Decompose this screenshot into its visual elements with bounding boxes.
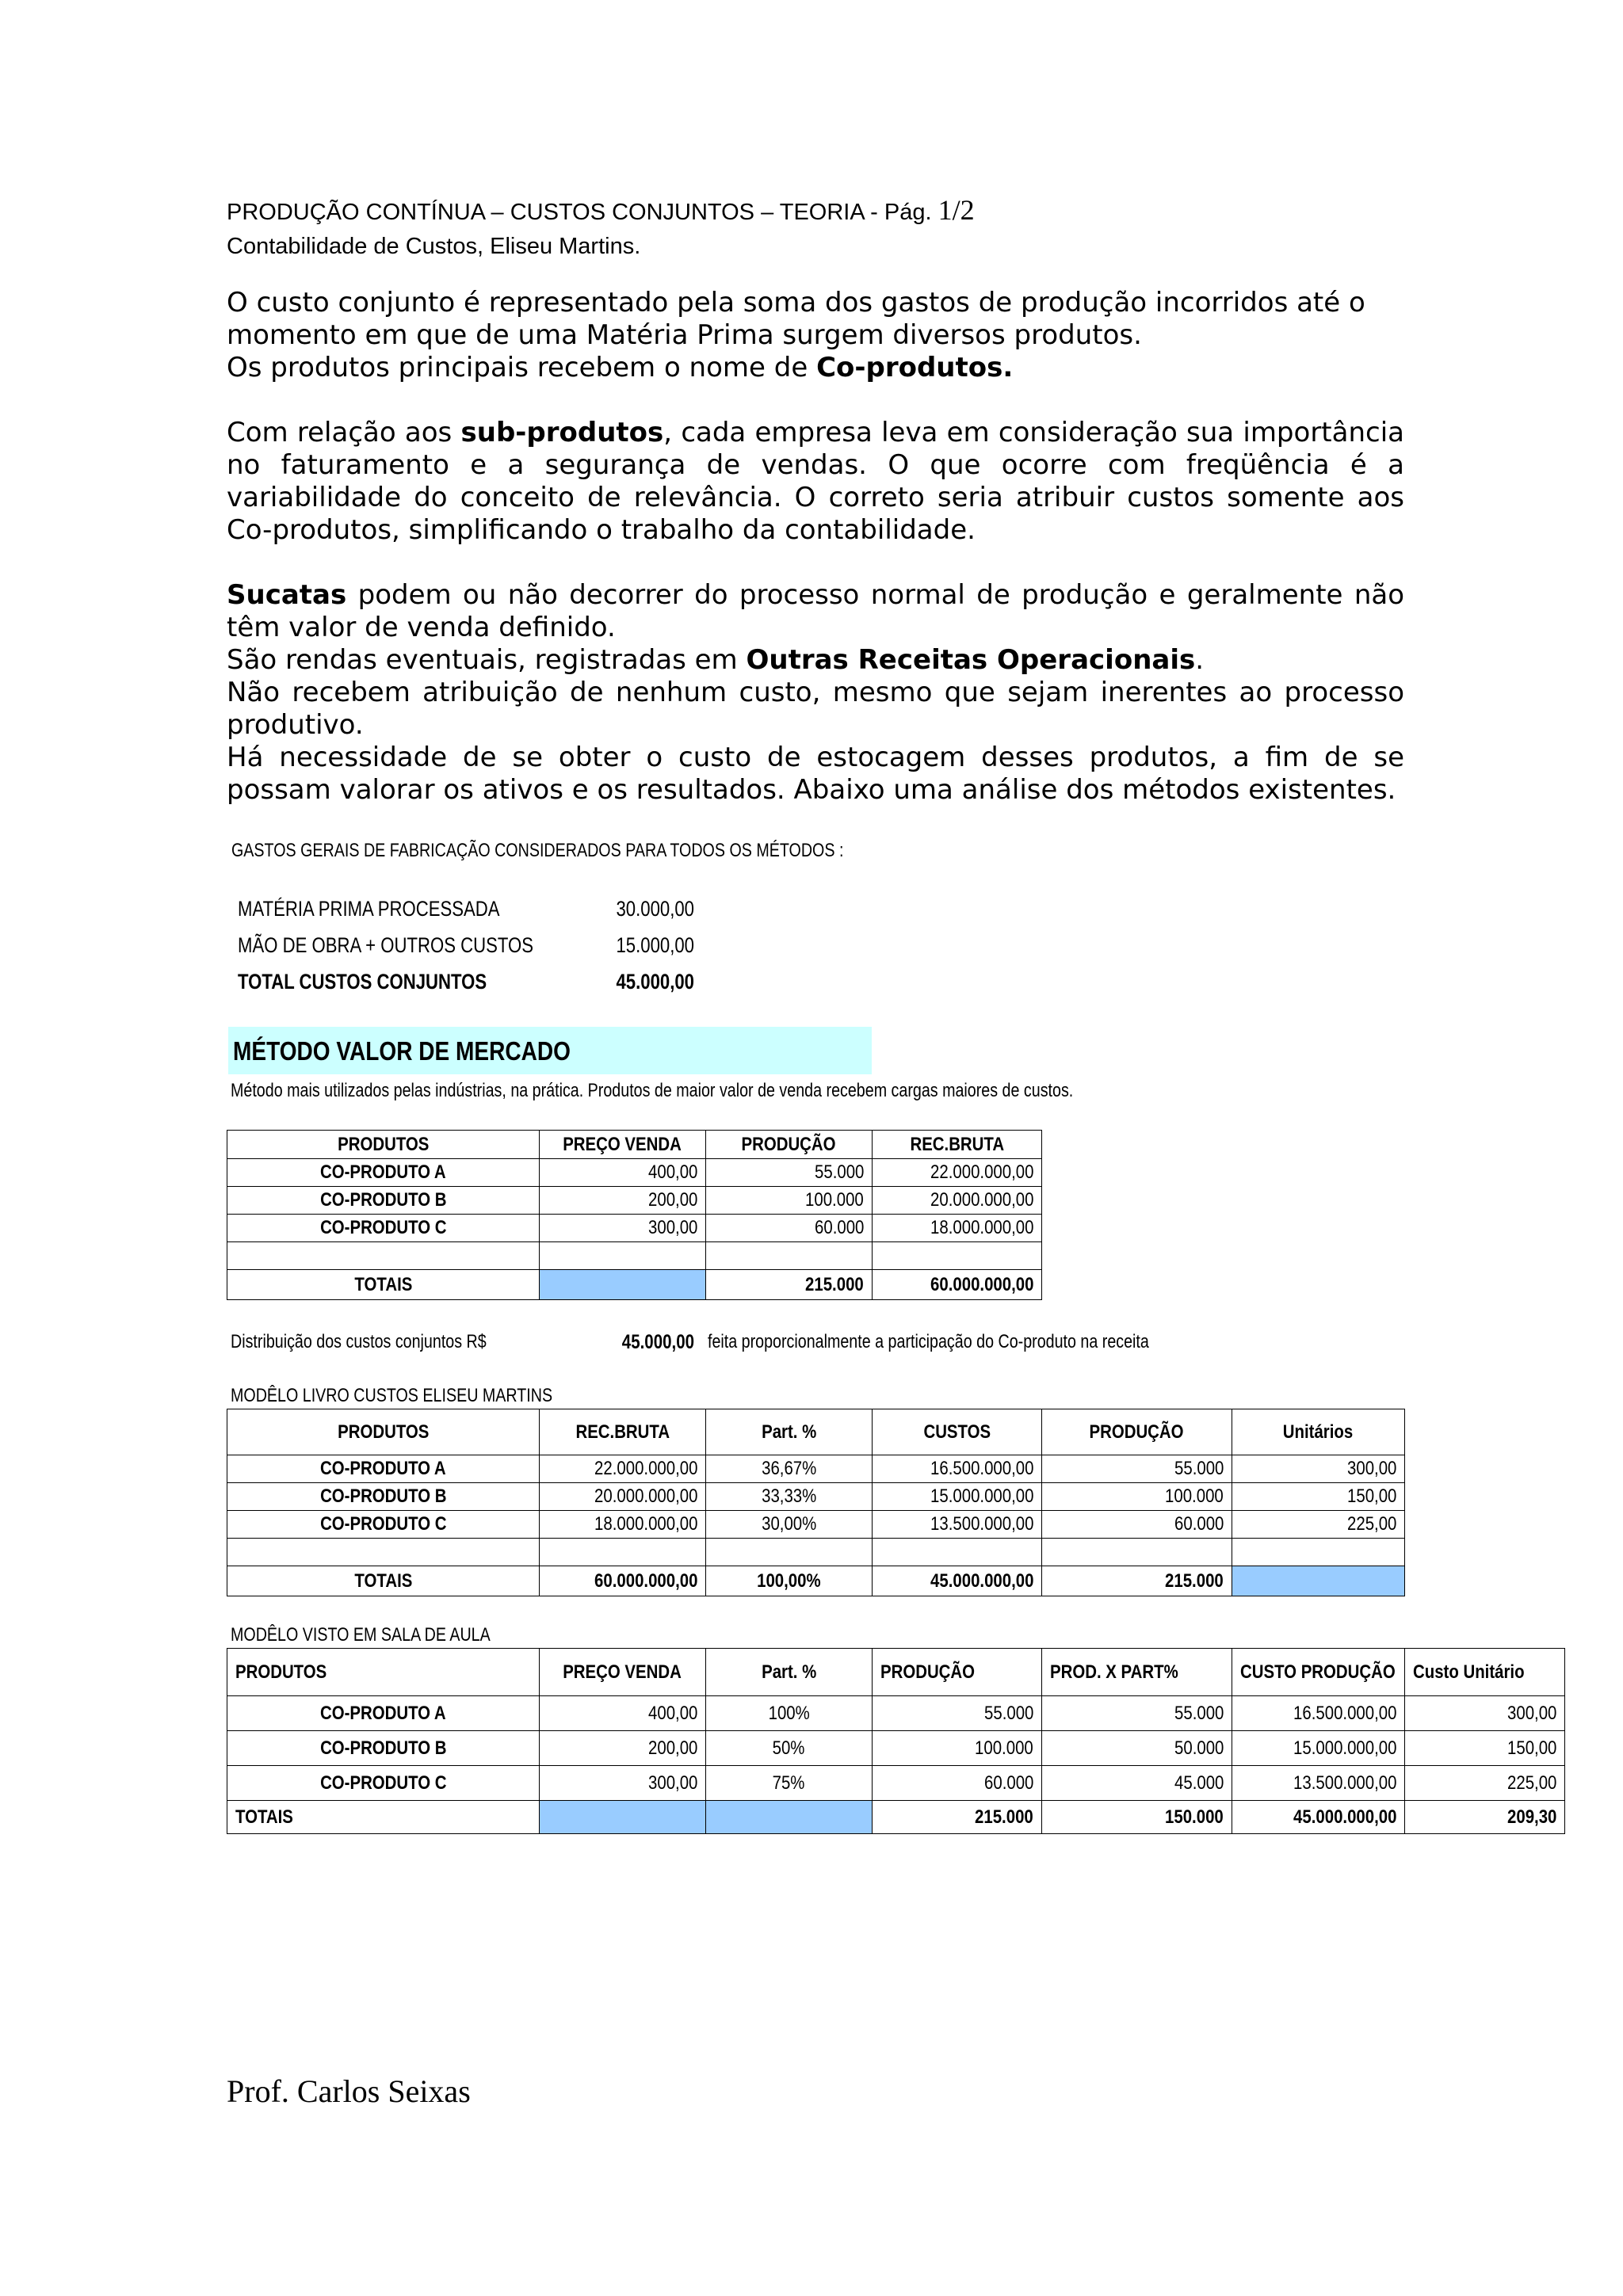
weighted-production-cell: 45.000 — [1042, 1766, 1232, 1801]
table-header-cell: Part. % — [706, 1409, 873, 1455]
method-title: MÉTODO VALOR DE MERCADO — [233, 1036, 571, 1066]
distribution-value: 45.000,00 — [621, 1331, 694, 1353]
price-cell: 300,00 — [540, 1215, 706, 1242]
weighted-production-cell: 55.000 — [1042, 1696, 1232, 1731]
overhead-label-mao-obra: MÃO DE OBRA + OUTROS CUSTOS — [238, 933, 533, 957]
overhead-value-total: 45.000,00 — [616, 970, 694, 994]
table-header-cell: PRODUÇÃO — [1042, 1409, 1232, 1455]
product-cell: CO-PRODUTO C — [227, 1766, 540, 1801]
classroom-table — [227, 1648, 1565, 1834]
price-cell: 400,00 — [540, 1159, 706, 1187]
product-cell: CO-PRODUTO A — [227, 1455, 540, 1483]
cost-cell: 16.500.000,00 — [1232, 1696, 1405, 1731]
overhead-label-materia: MATÉRIA PRIMA PROCESSADA — [238, 897, 500, 921]
production-cell: 100.000 — [873, 1731, 1042, 1766]
production-cell: 55.000 — [1042, 1455, 1232, 1483]
cost-cell: 13.500.000,00 — [1232, 1766, 1405, 1801]
table3-caption: MODÊLO VISTO EM SALA DE AULA — [231, 1624, 491, 1646]
table-header-cell: Unitários — [1232, 1409, 1405, 1455]
p2-prefix: Com relação aos — [227, 417, 461, 448]
atribuicao-paragraph: Não recebem atribuição de nenhum custo, mesmo que sejam inerentes ao processo produtivo. — [227, 677, 1404, 741]
totals-revenue: 60.000.000,00 — [540, 1566, 706, 1596]
cost-cell: 15.000.000,00 — [873, 1483, 1042, 1511]
production-cell: 100.000 — [1042, 1483, 1232, 1511]
product-cell: CO-PRODUTO C — [227, 1215, 540, 1242]
revenue-cell: 20.000.000,00 — [873, 1187, 1042, 1215]
price-cell: 200,00 — [540, 1731, 706, 1766]
totals-label: TOTAIS — [227, 1566, 540, 1596]
price-cell: 300,00 — [540, 1766, 706, 1801]
table-empty-row — [227, 1539, 1405, 1566]
sub-produtos-term: sub-produtos — [460, 417, 664, 448]
product-cell: CO-PRODUTO C — [227, 1511, 540, 1539]
revenue-cell: 22.000.000,00 — [873, 1159, 1042, 1187]
table-row — [227, 1696, 1565, 1731]
table-row — [227, 1483, 1405, 1511]
distribution-note: feita proporcionalmente a participação do Co-produto na receita — [708, 1331, 1149, 1352]
totals-label: TOTAIS — [227, 1270, 540, 1300]
unit-cost-cell: 150,00 — [1232, 1483, 1405, 1511]
intro-line-1: O custo conjunto é representado pela soma dos gastos de produção incorridos até o — [227, 287, 1365, 318]
table-header-row — [227, 1409, 1405, 1455]
table-header-cell: REC.BRUTA — [873, 1131, 1042, 1159]
table-header-cell: PROD. X PART% — [1042, 1649, 1232, 1696]
cost-cell: 13.500.000,00 — [873, 1511, 1042, 1539]
table-header-cell: PREÇO VENDA — [540, 1649, 706, 1696]
p3-rest: podem ou não decorrer do processo normal de produção e geralmente não têm valor de venda definido. — [227, 579, 1404, 643]
share-cell: 75% — [706, 1766, 873, 1801]
table-row — [227, 1455, 1405, 1483]
price-cell: 200,00 — [540, 1187, 706, 1215]
totals-weighted-production: 150.000 — [1042, 1801, 1232, 1834]
table-row — [227, 1511, 1405, 1539]
production-cell: 55.000 — [706, 1159, 873, 1187]
table-header-cell: PRODUÇÃO — [706, 1131, 873, 1159]
estocagem-paragraph: Há necessidade de se obter o custo de estocagem desses produtos, a fim de se possam valorar os ativos e os resultados. Abaixo uma análise dos métodos existentes. — [227, 742, 1404, 806]
table-header-cell: PRODUTOS — [227, 1409, 540, 1455]
cost-cell: 15.000.000,00 — [1232, 1731, 1405, 1766]
intro-line-2: momento em que de uma Matéria Prima surgem diversos produtos. — [227, 319, 1142, 351]
totals-highlight-cell — [1232, 1566, 1405, 1596]
totals-share: 100,00% — [706, 1566, 873, 1596]
share-cell: 100% — [706, 1696, 873, 1731]
table-header-cell: PREÇO VENDA — [540, 1131, 706, 1159]
table-header-row — [227, 1131, 1042, 1159]
table-header-cell: PRODUÇÃO — [873, 1649, 1042, 1696]
p2-rest: , cada empresa leva em consideração sua importância no faturamento e a segurança de vendas. O que ocorre com freqüência é a variabilidade do conceito de relevância. O correto seria atribuir custos somente aos Co-produtos, simplificando o trabalho da contabilidade. — [227, 417, 1404, 546]
document-title — [227, 193, 975, 227]
revenue-cell: 18.000.000,00 — [873, 1215, 1042, 1242]
product-cell: CO-PRODUTO A — [227, 1159, 540, 1187]
share-cell: 50% — [706, 1731, 873, 1766]
production-cell: 100.000 — [706, 1187, 873, 1215]
table-header-cell: CUSTOS — [873, 1409, 1042, 1455]
production-cell: 55.000 — [873, 1696, 1042, 1731]
market-value-table — [227, 1130, 1042, 1300]
revenue-cell: 18.000.000,00 — [540, 1511, 706, 1539]
production-cell: 60.000 — [873, 1766, 1042, 1801]
table-header-cell: REC.BRUTA — [540, 1409, 706, 1455]
table-header-cell: PRODUTOS — [227, 1649, 540, 1696]
document-subtitle: Contabilidade de Custos, Eliseu Martins. — [227, 234, 641, 259]
table-header-cell: CUSTO PRODUÇÃO — [1232, 1649, 1405, 1696]
sucatas-term: Sucatas — [227, 579, 347, 611]
receitas-paragraph — [227, 644, 1404, 677]
table-header-row — [227, 1649, 1565, 1696]
overhead-heading: GASTOS GERAIS DE FABRICAÇÃO CONSIDERADOS PARA TODOS OS MÉTODOS : — [231, 840, 844, 861]
totals-label: TOTAIS — [227, 1801, 540, 1834]
totals-highlight-cell — [540, 1801, 706, 1834]
unit-cost-cell: 300,00 — [1232, 1455, 1405, 1483]
product-cell: CO-PRODUTO B — [227, 1187, 540, 1215]
sucatas-paragraph — [227, 579, 1404, 644]
totals-cost: 45.000.000,00 — [873, 1566, 1042, 1596]
page-number: 1/2 — [938, 194, 975, 226]
table-totals-row — [227, 1801, 1565, 1834]
weighted-production-cell: 50.000 — [1042, 1731, 1232, 1766]
product-cell: CO-PRODUTO A — [227, 1696, 540, 1731]
table-empty-row — [227, 1242, 1042, 1270]
production-cell: 60.000 — [1042, 1511, 1232, 1539]
table-header-cell: Part. % — [706, 1649, 873, 1696]
table-row — [227, 1731, 1565, 1766]
table-header-cell: Custo Unitário — [1405, 1649, 1565, 1696]
totals-revenue: 60.000.000,00 — [873, 1270, 1042, 1300]
totals-unit-cost: 209,30 — [1405, 1801, 1565, 1834]
subprodutos-paragraph — [227, 417, 1404, 547]
totals-highlight-cell — [706, 1801, 873, 1834]
table-totals-row — [227, 1270, 1042, 1300]
distribution-label: Distribuição dos custos conjuntos R$ — [231, 1331, 487, 1352]
intro-text — [227, 287, 1404, 807]
unit-cost-cell: 225,00 — [1232, 1511, 1405, 1539]
table-totals-row — [227, 1566, 1405, 1596]
intro-line-3-text: Os produtos principais recebem o nome de — [227, 352, 817, 383]
revenue-cell: 20.000.000,00 — [540, 1483, 706, 1511]
overhead-value-mao-obra: 15.000,00 — [616, 933, 694, 957]
unit-cost-cell: 150,00 — [1405, 1731, 1565, 1766]
method-description: Método mais utilizados pelas indústrias, na prática. Produtos de maior valor de venda recebem cargas maiores de custos. — [231, 1080, 1074, 1101]
author-footer: Prof. Carlos Seixas — [227, 2073, 471, 2109]
price-cell: 400,00 — [540, 1696, 706, 1731]
totals-highlight-cell — [540, 1270, 706, 1300]
share-cell: 30,00% — [706, 1511, 873, 1539]
totals-cost: 45.000.000,00 — [1232, 1801, 1405, 1834]
product-cell: CO-PRODUTO B — [227, 1483, 540, 1511]
product-cell: CO-PRODUTO B — [227, 1731, 540, 1766]
revenue-cell: 22.000.000,00 — [540, 1455, 706, 1483]
co-produtos-term: Co-produtos. — [816, 352, 1014, 383]
share-cell: 33,33% — [706, 1483, 873, 1511]
unit-cost-cell: 300,00 — [1405, 1696, 1565, 1731]
p4-suffix: . — [1195, 644, 1205, 676]
table-header-cell: PRODUTOS — [227, 1131, 540, 1159]
unit-cost-cell: 225,00 — [1405, 1766, 1565, 1801]
overhead-value-materia: 30.000,00 — [616, 897, 694, 921]
outras-receitas-term: Outras Receitas Operacionais — [746, 644, 1196, 676]
totals-production: 215.000 — [706, 1270, 873, 1300]
table-row — [227, 1159, 1042, 1187]
production-cell: 60.000 — [706, 1215, 873, 1242]
eliseu-martins-table — [227, 1409, 1405, 1596]
table-row — [227, 1187, 1042, 1215]
table-row — [227, 1766, 1565, 1801]
totals-production: 215.000 — [1042, 1566, 1232, 1596]
share-cell: 36,67% — [706, 1455, 873, 1483]
table2-caption: MODÊLO LIVRO CUSTOS ELISEU MARTINS — [231, 1385, 553, 1406]
intro-line-3 — [227, 352, 1404, 384]
cost-cell: 16.500.000,00 — [873, 1455, 1042, 1483]
overhead-label-total: TOTAL CUSTOS CONJUNTOS — [238, 970, 487, 994]
p4-prefix: São rendas eventuais, registradas em — [227, 644, 747, 676]
totals-production: 215.000 — [873, 1801, 1042, 1834]
table-row — [227, 1215, 1042, 1242]
title-text: PRODUÇÃO CONTÍNUA – CUSTOS CONJUNTOS – TEORIA - Pág. — [227, 200, 932, 225]
